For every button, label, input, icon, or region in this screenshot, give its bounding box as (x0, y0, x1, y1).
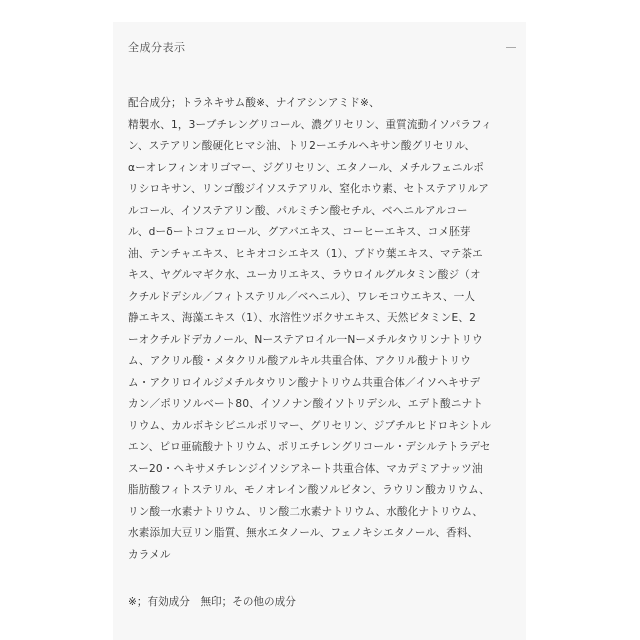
ingredients-line: リン酸一水素ナトリウム、リン酸二水素ナトリウム、水酸化ナトリウム、 (128, 505, 484, 518)
ingredients-line: ルコール、イソステアリン酸、パルミチン酸セチル、ベヘニルアルコー (128, 204, 468, 217)
ingredients-line: 脂肪酸フィトステリル、モノオレイン酸ソルビタン、ラウリン酸カリウム、 (128, 484, 490, 496)
ingredients-line: エン、ピロ亜硫酸ナトリウム、ポリエチレングリコール・デシルテトラデセ (128, 441, 491, 453)
minus-icon[interactable] (506, 47, 516, 48)
ingredients-line: ン、ステアリン酸硬化ヒマシ油、トリ2ーエチルヘキサン酸グリセリル、 (128, 140, 476, 152)
ingredients-line: 静エキス、海藻エキス（1）、水溶性ツボクサエキス、天然ビタミンE、2 (128, 312, 476, 324)
section-title: 全成分表示 (128, 41, 186, 54)
ingredients-line: ム、アクリル酸・メタクリル酸アルキル共重合体、アクリル酸ナトリウ (128, 355, 471, 367)
ingredients-line: スー20・ヘキサメチレンジイソシアネート共重合体、マカデミアナッツ油 (128, 462, 483, 475)
ingredients-line: カン／ポリソルベート80、イソノナン酸イソトリデシル、エデト酸ニナト (128, 398, 484, 410)
ingredients-line: 精製水、1，3ーブチレングリコール、濃グリセリン、重質流動イソパラフィ (128, 118, 492, 131)
ingredients-intro-line: 配合成分；トラネキサム酸※、ナイアシンアミド※、 (128, 97, 380, 109)
ingredients-line: ーオクチルドデカノール、Nーステアロイル一Nーメチルタウリンナトリウ (128, 333, 483, 346)
ingredients-line: 水素添加大豆リン脂質、無水エタノール、フェノキシエタノール、香料、 (128, 527, 479, 539)
ingredients-list (128, 93, 520, 566)
ingredients-line: ム・アクリロイルジメチルタウリン酸ナトリウム共重合体／イソヘキサデ (128, 376, 481, 389)
ingredients-line: αーオレフィンオリゴマー、ジグリセリン、エタノール、メチルフェニルポ (128, 161, 485, 174)
ingredients-line: リウム、カルボキシビニルポリマー、グリセリン、ジブチルヒドロキシトル (128, 419, 492, 432)
legend-note: ※；有効成分 無印；その他の成分 (128, 596, 296, 608)
ingredients-line: クチルドデシル／フィトステリル／ベヘニル）、ワレモコウエキス、一人 (128, 290, 476, 303)
ingredients-line: カラメル (128, 548, 171, 561)
section-header[interactable] (128, 39, 518, 57)
ingredients-line: ル、dーδートコフェロール、グアバエキス、コーヒーエキス、コメ胚芽 (128, 226, 471, 238)
ingredients-line: リシロキサン、リンゴ酸ジイソステアリル、窒化ホウ素、セトステアリルア (128, 183, 489, 195)
ingredients-line: キス、ヤグルマギク水、ユーカリエキス、ラウロイルグルタミン酸ジ（オ (128, 269, 481, 281)
ingredients-line: 油、テンチャエキス、ヒキオコシエキス（1）、ブドウ葉エキス、マテ茶エ (128, 247, 483, 260)
